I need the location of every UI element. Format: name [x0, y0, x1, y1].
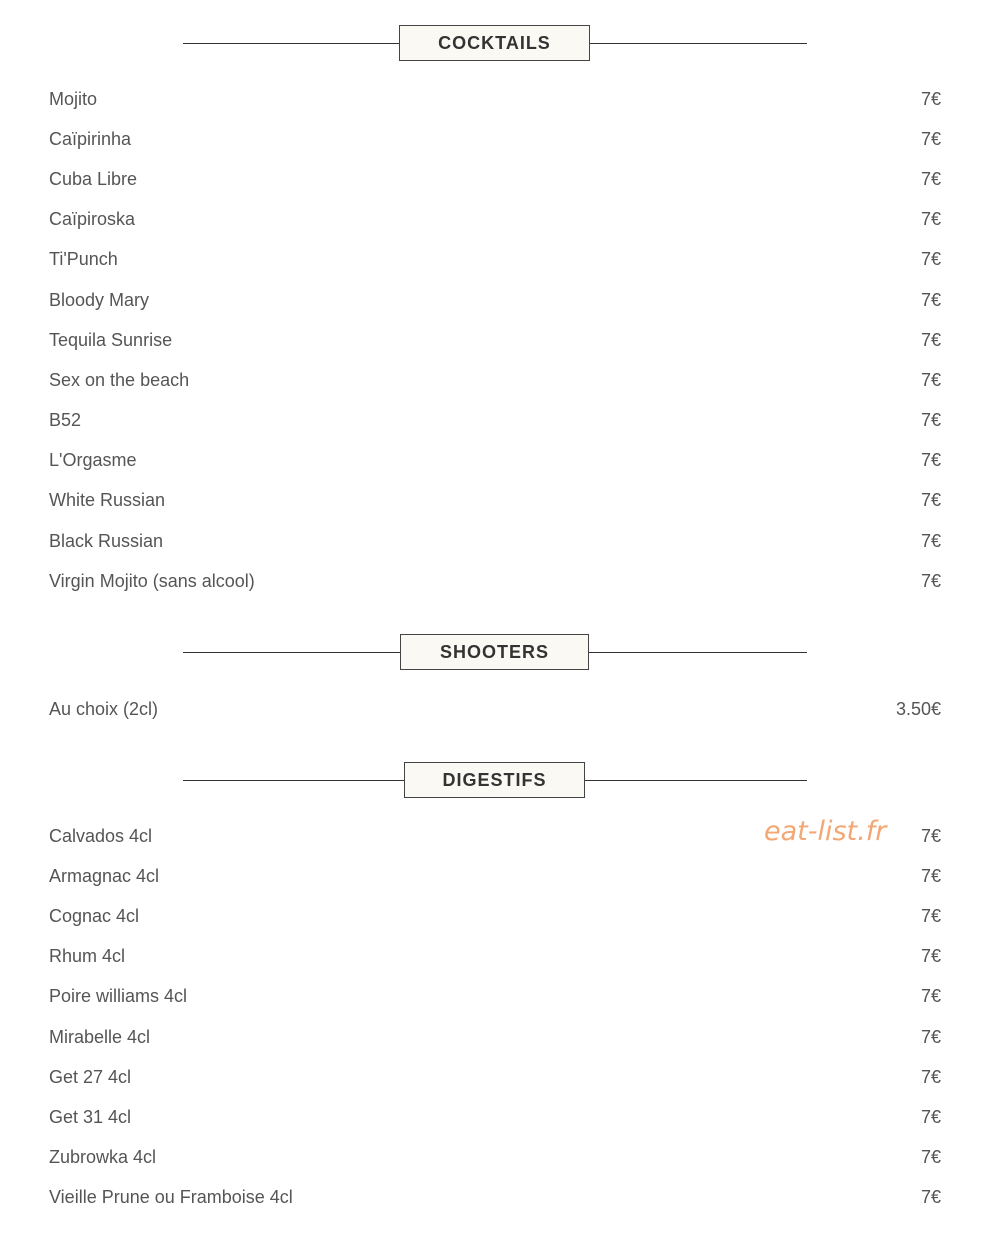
item-name: Zubrowka 4cl: [49, 1147, 157, 1168]
item-price: 7€: [920, 1106, 941, 1127]
watermark: eat-list.fr: [764, 816, 887, 847]
item-price: 7€: [920, 1066, 941, 1087]
menu-list-shooters: [49, 689, 941, 729]
menu-item: [49, 320, 941, 360]
menu-item: [49, 977, 941, 1017]
menu-item: [49, 937, 941, 977]
item-name: Au choix (2cl): [49, 698, 159, 719]
section-title: DIGESTIFS: [404, 762, 585, 798]
divider-line: [589, 652, 807, 653]
item-price: 7€: [920, 369, 941, 390]
item-name: Mojito: [49, 88, 98, 109]
menu-item: [49, 441, 941, 481]
menu-item: [49, 1178, 941, 1218]
item-name: B52: [49, 410, 82, 431]
menu-item: [49, 561, 941, 601]
menu-list-cocktails: [49, 79, 941, 601]
item-price: 7€: [920, 986, 941, 1007]
section-header-cocktails: [0, 25, 989, 63]
item-price: 7€: [920, 946, 941, 967]
menu-item: [49, 240, 941, 280]
item-price: 7€: [920, 289, 941, 310]
item-name: Calvados 4cl: [49, 825, 153, 846]
item-name: L'Orgasme: [49, 450, 137, 471]
item-name: Poire williams 4cl: [49, 986, 188, 1007]
item-name: Get 31 4cl: [49, 1106, 132, 1127]
item-price: 7€: [920, 410, 941, 431]
item-price: 7€: [920, 168, 941, 189]
item-name: Cognac 4cl: [49, 905, 140, 926]
item-name: Get 27 4cl: [49, 1066, 132, 1087]
menu-item: [49, 689, 941, 729]
menu-item: [49, 79, 941, 119]
item-name: Caïpirinha: [49, 128, 132, 149]
item-name: Tequila Sunrise: [49, 329, 173, 350]
item-price: 7€: [920, 865, 941, 886]
item-name: Black Russian: [49, 530, 164, 551]
item-name: Armagnac 4cl: [49, 865, 160, 886]
divider-line: [183, 652, 401, 653]
item-price: 7€: [920, 490, 941, 511]
item-price: 7€: [920, 1187, 941, 1208]
menu-item: [49, 521, 941, 561]
divider-line: [183, 780, 405, 781]
item-name: White Russian: [49, 490, 166, 511]
section-title: COCKTAILS: [399, 25, 590, 61]
item-name: Rhum 4cl: [49, 946, 126, 967]
item-name: Virgin Mojito (sans alcool): [49, 570, 255, 591]
item-price: 7€: [920, 329, 941, 350]
item-price: 7€: [920, 530, 941, 551]
item-price: 7€: [920, 249, 941, 270]
item-price: 7€: [920, 1026, 941, 1047]
menu-item: [49, 200, 941, 240]
item-name: Cuba Libre: [49, 168, 138, 189]
item-price: 7€: [920, 1147, 941, 1168]
menu-item: [49, 280, 941, 320]
menu-item: [49, 1017, 941, 1057]
item-name: Ti'Punch: [49, 249, 118, 270]
menu-item: [49, 159, 941, 199]
divider-line: [585, 780, 807, 781]
item-price: 7€: [920, 905, 941, 926]
menu-item: [49, 360, 941, 400]
item-name: Bloody Mary: [49, 289, 150, 310]
divider-line: [590, 43, 807, 44]
item-price: 7€: [920, 570, 941, 591]
item-name: Vieille Prune ou Framboise 4cl: [49, 1187, 293, 1208]
item-price: 7€: [920, 209, 941, 230]
item-name: Mirabelle 4cl: [49, 1026, 151, 1047]
menu-item: [49, 119, 941, 159]
menu-item: [49, 856, 941, 896]
menu-item: [49, 1138, 941, 1178]
item-name: Caïpiroska: [49, 209, 136, 230]
menu-item: [49, 401, 941, 441]
menu-item: [49, 896, 941, 936]
section-header-digestifs: [0, 762, 989, 800]
section-header-shooters: [0, 634, 989, 672]
section-title: SHOOTERS: [400, 634, 589, 670]
item-price: 3.50€: [895, 698, 941, 719]
divider-line: [183, 43, 400, 44]
menu-item: [49, 1057, 941, 1097]
menu-item: [49, 1097, 941, 1137]
item-price: 7€: [920, 128, 941, 149]
item-price: 7€: [920, 450, 941, 471]
item-name: Sex on the beach: [49, 369, 190, 390]
item-price: 7€: [920, 88, 941, 109]
item-price: 7€: [920, 825, 941, 846]
menu-list-digestifs: [49, 816, 941, 1218]
menu-item: [49, 481, 941, 521]
